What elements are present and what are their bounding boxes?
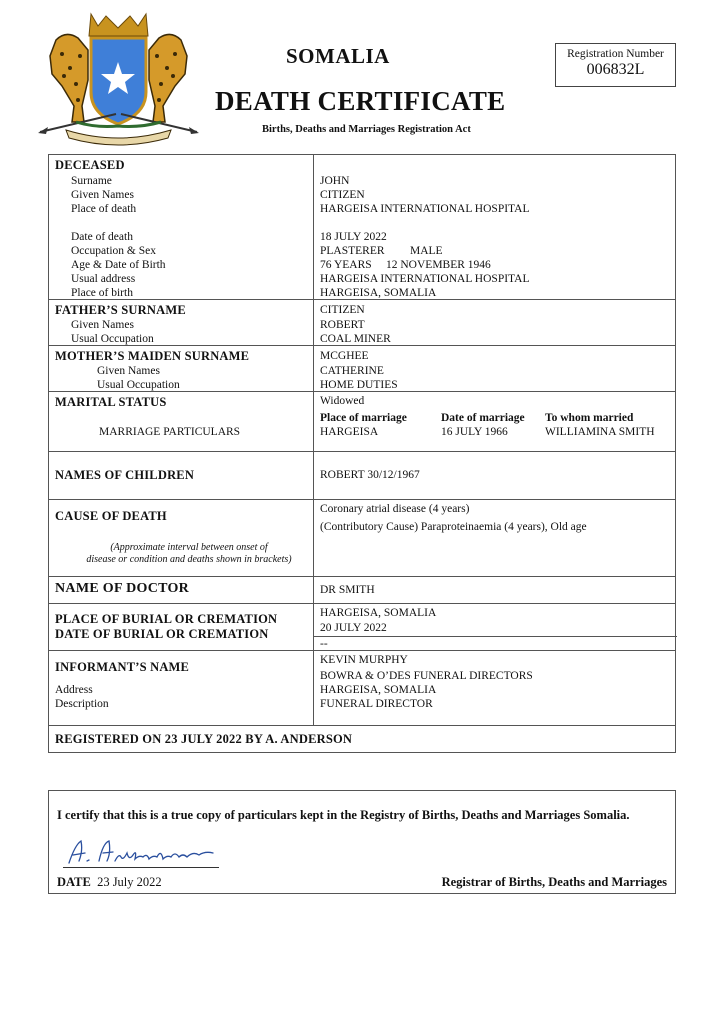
registration-number-box bbox=[555, 43, 676, 87]
informant-description-value: FUNERAL DIRECTOR bbox=[320, 698, 433, 710]
date-of-marriage-header: Date of marriage bbox=[441, 412, 525, 424]
certification-text: I certify that this is a true copy of particulars kept in the Registry of Births, Deaths and Marriages Somalia. bbox=[57, 808, 630, 822]
registrar-signature bbox=[63, 833, 223, 869]
given-names-label: Given Names bbox=[71, 189, 134, 201]
cause-line-1: Coronary atrial disease (4 years) bbox=[320, 503, 470, 515]
age-value: 76 YEARS bbox=[320, 259, 372, 271]
country-heading: SOMALIA bbox=[286, 44, 390, 68]
mother-given-value: CATHERINE bbox=[320, 365, 384, 377]
doctor-heading: NAME OF DOCTOR bbox=[55, 581, 190, 596]
surname-label: Surname bbox=[71, 175, 112, 187]
age-dob-label: Age & Date of Birth bbox=[71, 259, 166, 271]
occupation-value: PLASTERER bbox=[320, 245, 385, 257]
burial-date-heading: DATE OF BURIAL OR CREMATION bbox=[55, 627, 269, 641]
signature-line bbox=[63, 867, 219, 868]
burial-place-value: HARGEISA, SOMALIA bbox=[320, 607, 437, 619]
father-surname-heading: FATHER’S SURNAME bbox=[55, 303, 186, 317]
father-given-value: ROBERT bbox=[320, 319, 365, 331]
mother-given-label: Given Names bbox=[97, 365, 160, 377]
children-value: ROBERT 30/12/1967 bbox=[320, 469, 420, 481]
sex-value: MALE bbox=[410, 245, 443, 257]
father-occupation-value: COAL MINER bbox=[320, 333, 391, 345]
dob-value: 12 NOVEMBER 1946 bbox=[386, 259, 491, 271]
mother-surname-heading: MOTHER’S MAIDEN SURNAME bbox=[55, 349, 250, 363]
informant-address-label: Address bbox=[55, 684, 93, 696]
usual-address-label: Usual address bbox=[71, 273, 136, 285]
deceased-heading: DECEASED bbox=[55, 158, 125, 172]
registered-line: REGISTERED ON 23 JULY 2022 BY A. ANDERSON bbox=[55, 732, 353, 746]
certificate-title: DEATH CERTIFICATE bbox=[215, 86, 506, 116]
death-details-table bbox=[48, 154, 676, 753]
coat-of-arms-emblem bbox=[36, 10, 201, 147]
place-of-marriage-header: Place of marriage bbox=[320, 412, 407, 424]
registration-act: Births, Deaths and Marriages Registration Act bbox=[262, 124, 471, 135]
surname-value: JOHN bbox=[320, 175, 350, 187]
occupation-sex-label: Occupation & Sex bbox=[71, 245, 156, 257]
informant-description-label: Description bbox=[55, 698, 109, 710]
date-of-death-label: Date of death bbox=[71, 231, 133, 243]
burial-place-heading: PLACE OF BURIAL OR CREMATION bbox=[55, 612, 278, 626]
registrar-title: Registrar of Births, Deaths and Marriages bbox=[441, 875, 667, 889]
children-heading: NAMES OF CHILDREN bbox=[55, 468, 195, 482]
cause-note-line-2: disease or condition and deaths shown in brackets) bbox=[86, 554, 292, 565]
registration-number: 006832L bbox=[586, 61, 645, 78]
mother-surname-value: MCGHEE bbox=[320, 350, 369, 362]
cause-note-line-1: (Approximate interval between onset of bbox=[110, 542, 268, 553]
place-of-death-value: HARGEISA INTERNATIONAL HOSPITAL bbox=[320, 203, 530, 215]
cause-interval-note bbox=[69, 542, 309, 566]
mother-occupation-value: HOME DUTIES bbox=[320, 379, 398, 391]
given-names-value: CITIZEN bbox=[320, 189, 365, 201]
doctor-value: DR SMITH bbox=[320, 584, 375, 596]
informant-org-value: BOWRA & O’DES FUNERAL DIRECTORS bbox=[320, 670, 533, 682]
informant-heading: INFORMANT’S NAME bbox=[55, 660, 190, 674]
father-given-label: Given Names bbox=[71, 319, 134, 331]
marital-status-heading: MARITAL STATUS bbox=[55, 395, 167, 409]
marital-status-value: Widowed bbox=[320, 395, 365, 407]
to-whom-married-header: To whom married bbox=[545, 412, 634, 424]
date-of-marriage-value: 16 JULY 1966 bbox=[441, 426, 508, 438]
place-of-birth-value: HARGEISA, SOMALIA bbox=[320, 287, 437, 299]
cause-of-death-heading: CAUSE OF DEATH bbox=[55, 509, 167, 523]
marriage-particulars-label: MARRIAGE PARTICULARS bbox=[99, 426, 241, 438]
father-surname-value: CITIZEN bbox=[320, 304, 365, 316]
certification-box bbox=[48, 790, 676, 894]
burial-date-value: 20 JULY 2022 bbox=[320, 622, 387, 634]
informant-address-value: HARGEISA, SOMALIA bbox=[320, 684, 437, 696]
place-of-marriage-value: HARGEISA bbox=[320, 426, 379, 438]
date-of-death-value: 18 JULY 2022 bbox=[320, 231, 387, 243]
spouse-value: WILLIAMINA SMITH bbox=[545, 426, 655, 438]
place-of-birth-label: Place of birth bbox=[71, 287, 133, 299]
mother-occupation-label: Usual Occupation bbox=[97, 379, 180, 391]
father-occupation-label: Usual Occupation bbox=[71, 333, 154, 345]
certification-date bbox=[57, 875, 162, 890]
place-of-death-label: Place of death bbox=[71, 203, 137, 215]
registration-number-label: Registration Number bbox=[567, 48, 664, 60]
usual-address-value: HARGEISA INTERNATIONAL HOSPITAL bbox=[320, 273, 530, 285]
certification-date-value: 23 July 2022 bbox=[97, 875, 162, 889]
certification-date-label: DATE bbox=[57, 875, 91, 889]
informant-name-value: KEVIN MURPHY bbox=[320, 654, 408, 666]
cause-line-2: (Contributory Cause) Paraproteinaemia (4 years), Old age bbox=[320, 521, 587, 533]
burial-extra-value: -- bbox=[320, 638, 328, 650]
